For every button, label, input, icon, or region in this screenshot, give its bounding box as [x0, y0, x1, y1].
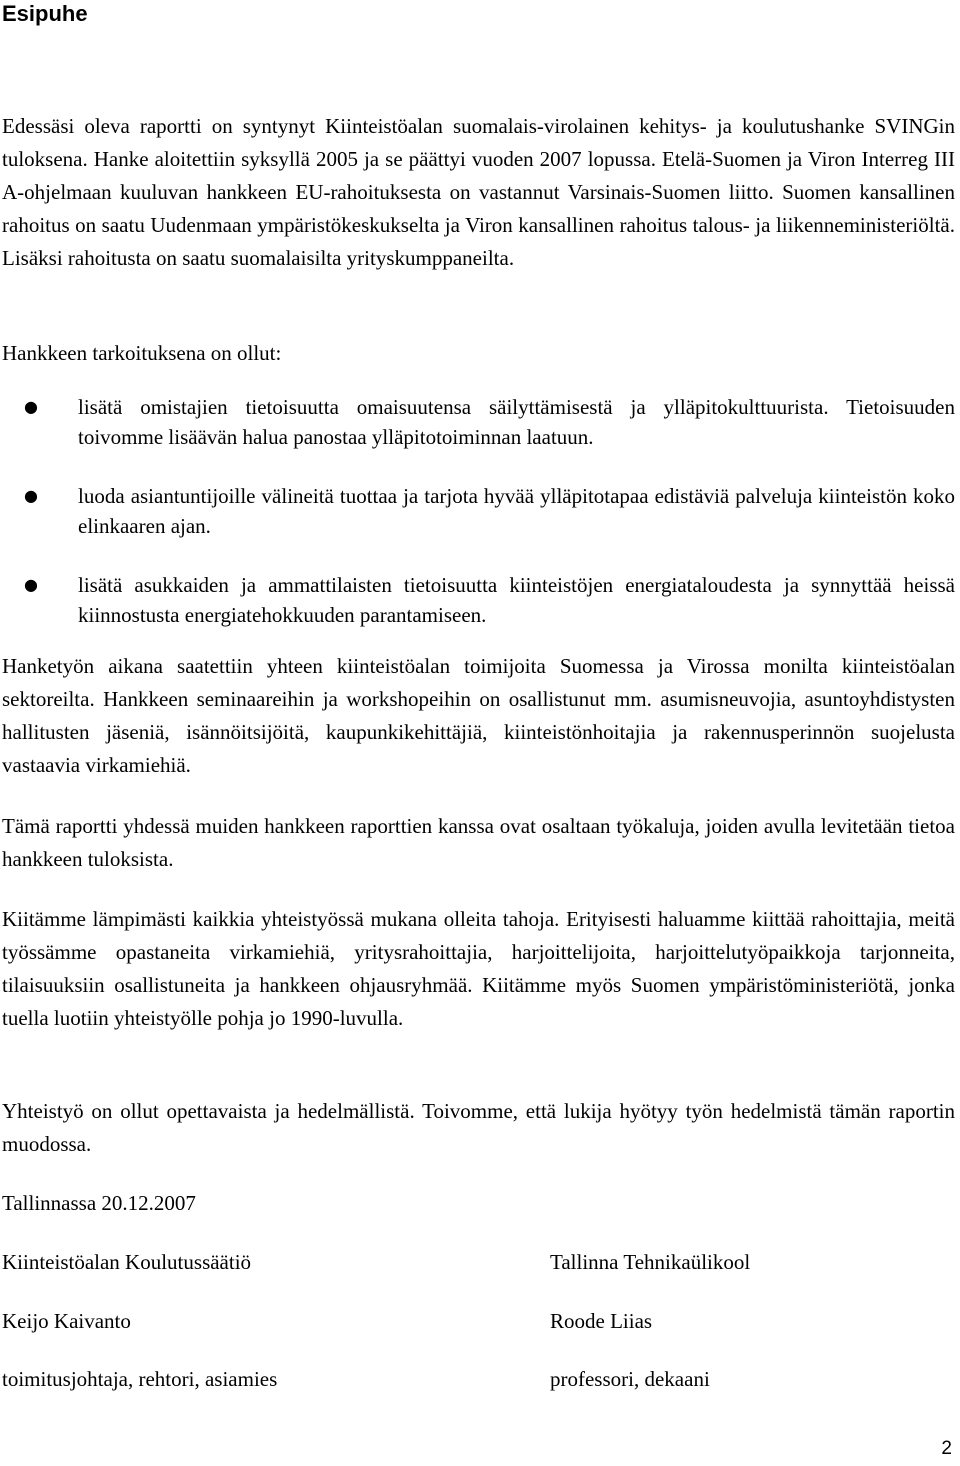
signatory-name: Keijo Kaivanto [2, 1309, 131, 1333]
tools-paragraph: Tämä raportti yhdessä muiden hankkeen raporttien kanssa ovat osaltaan työkaluja, joiden avulla levitetään tietoa hankkeen tuloksista. [2, 814, 955, 871]
place-date: Tallinnassa 20.12.2007 [2, 1191, 196, 1215]
bullet-icon: ● [24, 575, 38, 594]
goal-item [0, 570, 955, 630]
goals-intro: Hankkeen tarkoituksena on ollut: [2, 341, 282, 365]
cooperation-paragraph: Hanketyön aikana saatettiin yhteen kiinteistöalan toimijoita Suomessa ja Virossa monilta kiinteistöalan sektoreilta. Hankkeen seminaareihin ja workshopeihin on osallistunut mm. asumisneuvojia, asuntoyhdistysten hallitusten jäseniä, isännöitsijöitä, kaupunkikehittäjiä, kiinteistönhoitajia ja rakennusperinnön suojelusta vastaavia virkamiehiä. [2, 654, 955, 777]
page-title: Esipuhe [2, 1, 88, 26]
goal-item [0, 392, 955, 452]
goals-list [0, 392, 955, 659]
goal-item [0, 481, 955, 541]
signatory-organization: Tallinna Tehnikaülikool [550, 1250, 751, 1274]
signatory-organization: Kiinteistöalan Koulutussäätiö [2, 1250, 252, 1274]
bullet-icon: ● [24, 397, 38, 416]
intro-paragraph: Edessäsi oleva raportti on syntynyt Kiinteistöalan suomalais-virolainen kehitys- ja koulutushanke SVINGin tuloksena. Hanke aloitettiin syksyllä 2005 ja se päättyi vuoden 2007 lopussa. Etelä-Suomen ja Viron Interreg III A-ohjelmaan kuuluvan hankkeen EU-rahoituksesta on vastannut Varsinais-Suomen liitto. Suomen kansallinen rahoitus on saatu Uudenmaan ympäristökeskukselta ja Viron kansallinen rahoitus talous- ja liikenneministeriöltä. Lisäksi rahoitusta on saatu suomalaisilta yrityskumppaneilta. [2, 114, 955, 270]
signatory-title: professori, dekaani [550, 1367, 710, 1391]
goal-text: lisätä omistajien tietoisuutta omaisuutensa säilyttämisestä ja ylläpitokulttuurista. Tietoisuuden toivomme lisäävän halua panostaa ylläpitotoiminnan laatuun. [78, 395, 955, 449]
page-number: 2 [941, 1438, 952, 1459]
signatory-title: toimitusjohtaja, rehtori, asiamies [2, 1367, 278, 1391]
closing-paragraph: Yhteistyö on ollut opettavaista ja hedelmällistä. Toivomme, että lukija hyötyy työn hedelmistä tämän raportin muodossa. [2, 1099, 955, 1156]
signatory-name: Roode Liias [550, 1309, 653, 1333]
goal-text: lisätä asukkaiden ja ammattilaisten tietoisuutta kiinteistöjen energiataloudesta ja synnyttää heissä kiinnostusta energiatehokkuuden parantamiseen. [78, 573, 955, 627]
bullet-icon: ● [24, 486, 38, 505]
thanks-paragraph: Kiitämme lämpimästi kaikkia yhteistyössä mukana olleita tahoja. Erityisesti haluamme kiittää rahoittajia, meitä työssämme opastaneita virkamiehiä, yritysrahoittajia, harjoittelijoita, harjoittelutyöpaikkoja tarjonneita, tilaisuuksiin osallistuneita ja hankkeen ohjausryhmää. Kiitämme myös Suomen ympäristöministeriötä, jonka tuella luotiin yhteistyölle pohja jo 1990-luvulla. [2, 907, 955, 1030]
goal-text: luoda asiantuntijoille välineitä tuottaa ja tarjota hyvää ylläpitotapaa edistäviä palveluja kiinteistön koko elinkaaren ajan. [78, 484, 955, 538]
